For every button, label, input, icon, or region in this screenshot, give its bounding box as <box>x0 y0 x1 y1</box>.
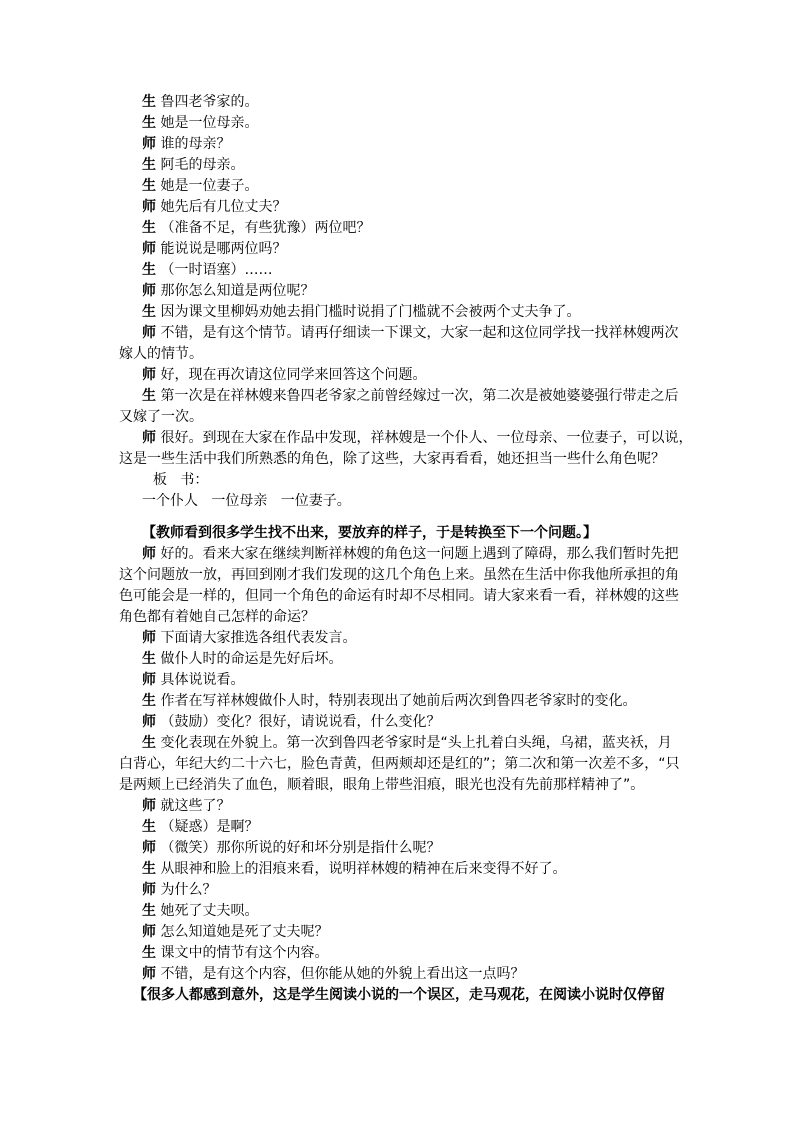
text-line <box>142 197 286 217</box>
line-text: 课文中的情节有这个内容。 <box>160 945 329 961</box>
line-text: 谁的母亲？ <box>160 136 231 152</box>
line-text: 好，现在再次请这位同学来回答这个问题。 <box>160 367 427 383</box>
text-line <box>142 670 244 690</box>
line-text: 鲁四老爷家的。 <box>160 94 259 110</box>
text-line <box>142 491 351 511</box>
line-text: 板 书： <box>153 472 209 488</box>
line-text: 具体说说看。 <box>160 672 245 688</box>
speaker-label: 师 <box>142 367 156 383</box>
text-line <box>119 775 644 795</box>
text-line <box>133 985 665 1005</box>
text-line <box>142 260 272 280</box>
line-text: 能说说是哪两位吗？ <box>160 241 287 257</box>
speaker-label: 生 <box>142 651 156 667</box>
line-text: （一时语塞）…… <box>160 262 273 278</box>
text-line <box>153 470 208 490</box>
line-text: 作者在写祥林嫂做仆人时，特别表现出了她前后两次到鲁四老爷家时的变化。 <box>160 693 637 709</box>
text-line <box>142 113 258 133</box>
speaker-label: 生 <box>142 262 156 278</box>
text-line <box>119 407 203 427</box>
line-text: 她是一位母亲。 <box>160 115 259 131</box>
speaker-label: 生 <box>142 178 156 194</box>
text-line <box>142 281 314 301</box>
speaker-label: 生 <box>142 693 156 709</box>
line-text: 阿毛的母亲。 <box>160 157 245 173</box>
speaker-label: 师 <box>142 798 156 814</box>
text-line <box>142 859 566 879</box>
text-line <box>142 544 678 564</box>
speaker-label: 生 <box>142 861 156 877</box>
line-text: 一个仆人 一位母亲 一位妻子。 <box>142 493 351 509</box>
text-line <box>142 523 597 543</box>
text-line <box>142 386 678 406</box>
line-text: 她是一位妻子。 <box>160 178 259 194</box>
text-line <box>119 344 203 364</box>
text-line <box>142 628 356 648</box>
speaker-label: 生 <box>142 735 156 751</box>
line-text: 做仆人时的命运是先好后坏。 <box>160 651 343 667</box>
speaker-label: 生 <box>142 94 156 110</box>
text-line <box>142 92 258 112</box>
line-text: 变化表现在外貌上。第一次到鲁四老爷家时是“头上扎着白头绳，乌裙，蓝夹袄，月 <box>160 735 672 751</box>
line-text: （微笑）那你所说的好和坏分别是指什么呢？ <box>160 840 441 856</box>
text-line <box>142 428 692 448</box>
line-text: 第一次是在祥林嫂来鲁四老爷家之前曾经嫁过一次，第二次是被她婆婆强行带走之后 <box>160 388 679 404</box>
line-text: 白背心，年纪大约二十六七，脸色青黄，但两颊却还是红的”；第二次和第一次差不多，“只 <box>119 756 680 772</box>
text-line <box>142 964 524 984</box>
text-line <box>142 134 230 154</box>
speaker-label: 生 <box>142 819 156 835</box>
line-text: 是两颊上已经消失了血色，顺着眼，眼角上带些泪痕，眼光也没有先前那样精神了”。 <box>119 777 645 793</box>
text-line <box>142 922 328 942</box>
speaker-label: 师 <box>142 714 156 730</box>
speaker-label: 师 <box>142 430 156 446</box>
line-text: 【很多人都感到意外，这是学生阅读小说的一个误区，走马观花，在阅读小说时仅停留 <box>133 987 665 1003</box>
text-line <box>119 565 679 585</box>
speaker-label: 师 <box>142 840 156 856</box>
text-line <box>142 691 636 711</box>
line-text: （鼓励）变化？很好，请说说看，什么变化？ <box>160 714 441 730</box>
line-text: 【教师看到很多学生找不出来，要放弃的样子，于是转换至下一个问题。】 <box>142 525 597 541</box>
text-line <box>142 365 426 385</box>
speaker-label: 生 <box>142 304 156 320</box>
speaker-label: 师 <box>142 966 156 982</box>
line-text: 色可能会是一样的，但同一个角色的命运有时却不尽相同。请大家来看一看，祥林嫂的这些 <box>119 588 679 604</box>
speaker-label: 师 <box>142 199 156 215</box>
text-line <box>142 155 244 175</box>
line-text: 不错，是有这个内容，但你能从她的外貌上看出这一点吗？ <box>160 966 525 982</box>
speaker-label: 师 <box>142 546 156 562</box>
speaker-label: 师 <box>142 241 156 257</box>
speaker-label: 生 <box>142 945 156 961</box>
speaker-label: 师 <box>142 325 156 341</box>
line-text: 这个问题放一放，再回到刚才我们发现的这几个角色上来。虽然在生活中你我他所承担的角 <box>119 567 679 583</box>
speaker-label: 师 <box>142 630 156 646</box>
speaker-label: 生 <box>142 388 156 404</box>
speaker-label: 师 <box>142 136 156 152</box>
text-line <box>119 586 679 606</box>
text-line <box>142 838 440 858</box>
text-line <box>142 239 286 259</box>
line-text: 她死了丈夫呗。 <box>160 903 259 919</box>
text-line <box>119 449 665 469</box>
text-line <box>142 943 328 963</box>
line-text: 怎么知道她是死了丈夫呢？ <box>160 924 329 940</box>
line-text: 嫁人的情节。 <box>119 346 203 362</box>
line-text: 好的。看来大家在继续判断祥林嫂的角色这一问题上遇到了障碍，那么我们暂时先把 <box>160 546 679 562</box>
speaker-label: 生 <box>142 220 156 236</box>
line-text: 她先后有几位丈夫？ <box>160 199 287 215</box>
speaker-label: 师 <box>142 283 156 299</box>
text-line <box>142 218 370 238</box>
line-text: （准备不足，有些犹豫）两位吧？ <box>160 220 371 236</box>
line-text: 那你怎么知道是两位呢？ <box>160 283 315 299</box>
text-line <box>142 323 678 343</box>
speaker-label: 师 <box>142 924 156 940</box>
line-text: 为什么？ <box>160 882 217 898</box>
text-line <box>142 796 230 816</box>
line-text: 这是一些生活中我们所熟悉的角色，除了这些，大家再看看，她还担当一些什么角色呢？ <box>119 451 665 467</box>
line-text: 因为课文里柳妈劝她去捐门槛时说捐了门槛就不会被两个丈夫争了。 <box>160 304 581 320</box>
text-line <box>142 302 580 322</box>
speaker-label: 师 <box>142 672 156 688</box>
speaker-label: 生 <box>142 903 156 919</box>
line-text: 就这些了？ <box>160 798 231 814</box>
text-line <box>119 607 315 627</box>
line-text: （疑惑）是啊？ <box>160 819 259 835</box>
speaker-label: 师 <box>142 882 156 898</box>
line-text: 不错，是有这个情节。请再仔细读一下课文，大家一起和这位同学找一找祥林嫂两次 <box>160 325 679 341</box>
line-text: 角色都有着她自己怎样的命运？ <box>119 609 315 625</box>
text-line <box>142 901 258 921</box>
text-line <box>142 712 440 732</box>
text-line <box>119 754 680 774</box>
line-text: 很好。到现在大家在作品中发现，祥林嫂是一个仆人、一位母亲、一位妻子，可以说， <box>160 430 693 446</box>
speaker-label: 生 <box>142 157 156 173</box>
text-line <box>142 817 258 837</box>
text-line <box>142 649 342 669</box>
text-line <box>142 733 672 753</box>
speaker-label: 生 <box>142 115 156 131</box>
line-text: 下面请大家推选各组代表发言。 <box>160 630 357 646</box>
line-text: 又嫁了一次。 <box>119 409 203 425</box>
text-line <box>142 880 216 900</box>
text-line <box>142 176 258 196</box>
line-text: 从眼神和脸上的泪痕来看，说明祥林嫂的精神在后来变得不好了。 <box>160 861 567 877</box>
